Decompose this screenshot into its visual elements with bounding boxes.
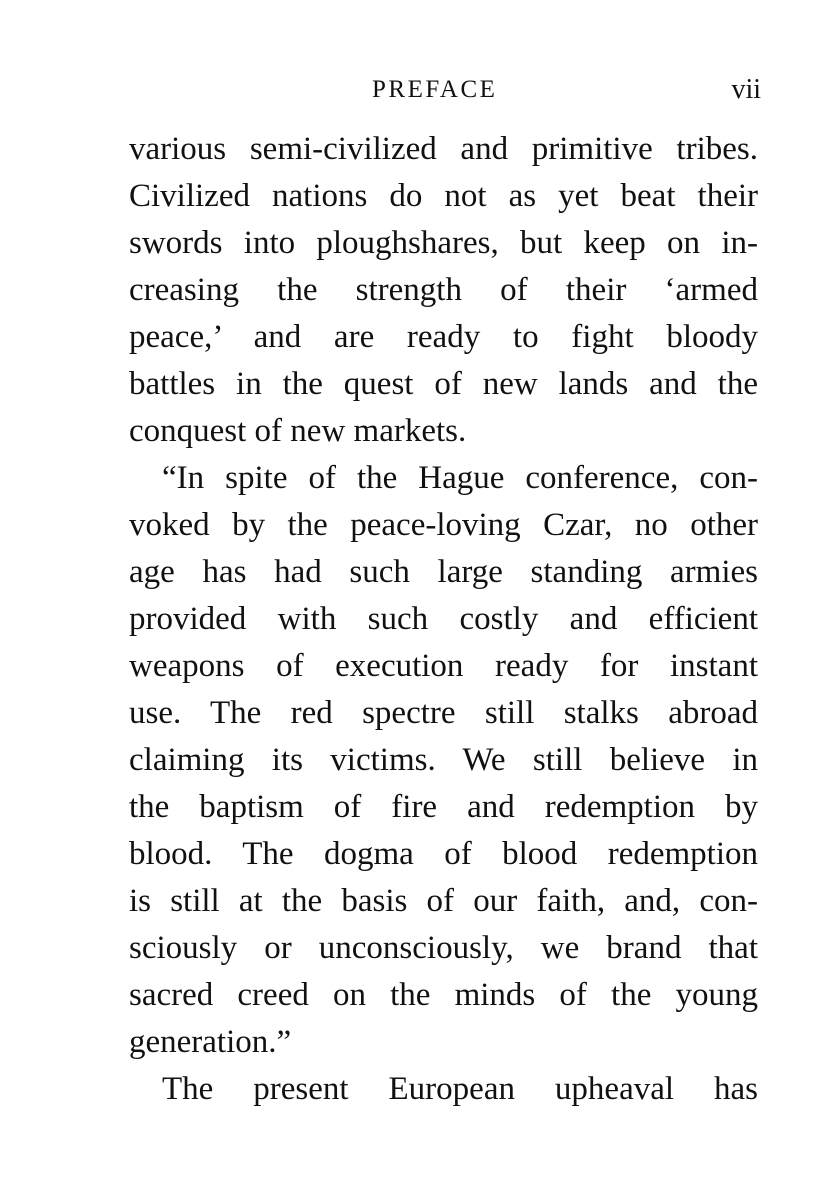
- text-line: sacred creed on the minds of the young: [129, 977, 758, 1013]
- text-line: is still at the basis of our faith, and, con-: [129, 883, 758, 919]
- running-head: [0, 72, 840, 108]
- text-line: Civilized nations do not as yet beat their: [129, 178, 758, 214]
- text-line: conquest of new markets.: [129, 413, 467, 449]
- running-head-title: PREFACE: [372, 76, 498, 103]
- text-line: peace,’ and are ready to fight bloody: [129, 319, 758, 355]
- text-line: generation.”: [129, 1024, 292, 1060]
- text-line: weapons of execution ready for instant: [129, 648, 758, 684]
- text-line: battles in the quest of new lands and the: [129, 366, 758, 402]
- text-line: the baptism of fire and redemption by: [129, 789, 758, 825]
- text-line: The present European upheaval has: [162, 1071, 758, 1107]
- text-line: voked by the peace-loving Czar, no other: [129, 507, 758, 543]
- text-line: sciously or unconsciously, we brand that: [129, 930, 758, 966]
- text-line: creasing the strength of their ‘armed: [129, 272, 758, 308]
- text-line: use. The red spectre still stalks abroad: [129, 695, 758, 731]
- page-number: vii: [731, 74, 761, 105]
- text-line: “In spite of the Hague conference, con-: [162, 460, 758, 496]
- text-line: various semi-civilized and primitive tribes.: [129, 131, 758, 167]
- body-text: [129, 126, 758, 1113]
- text-line: blood. The dogma of blood redemption: [129, 836, 758, 872]
- text-line: age has had such large standing armies: [129, 554, 758, 590]
- text-line: swords into ploughshares, but keep on in-: [129, 225, 758, 261]
- text-line: claiming its victims. We still believe in: [129, 742, 758, 778]
- text-line: provided with such costly and efficient: [129, 601, 758, 637]
